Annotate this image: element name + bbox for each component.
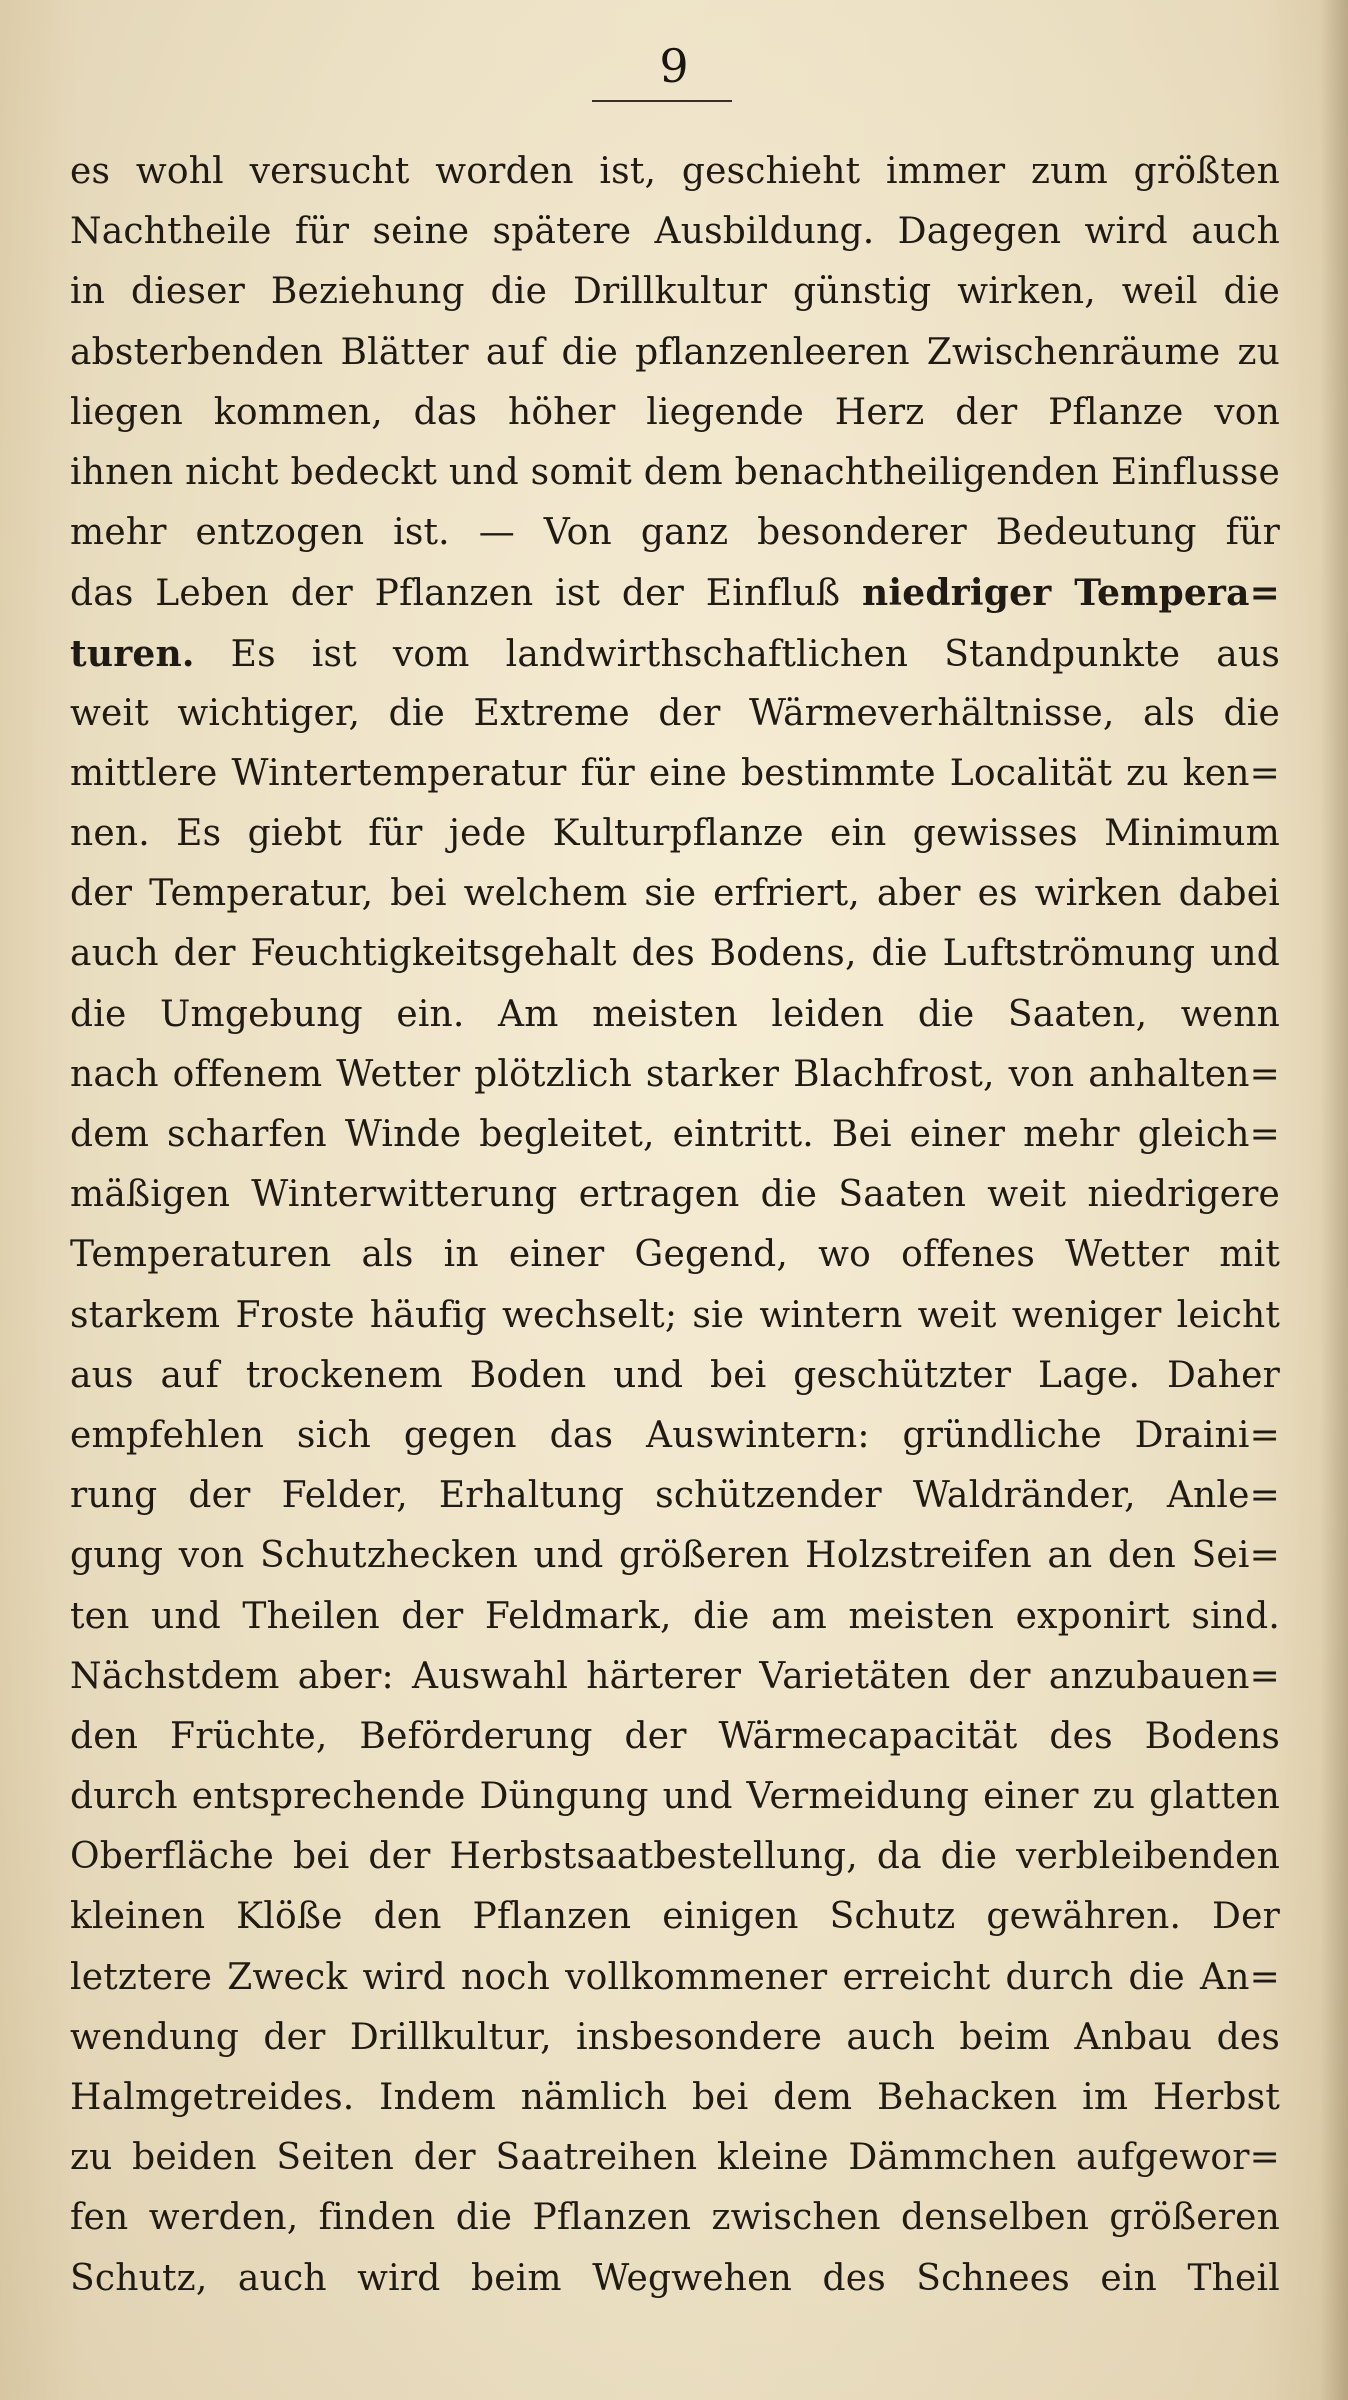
text-line: mäßigen Winterwitterung ertragen die Saaten weit niedrigere bbox=[70, 1174, 1280, 1216]
text-line: es wohl versucht worden ist, geschieht immer zum größten bbox=[70, 151, 1280, 192]
text-line: aus auf trockenem Boden und bei geschützter Lage. Daher bbox=[70, 1354, 1280, 1396]
text-line: Nächstdem aber: Auswahl härterer Varietäten der anzubauen= bbox=[70, 1655, 1280, 1697]
text-segment: Es ist vom landwirthschaftlichen Standpunkte aus bbox=[194, 633, 1280, 675]
text-line: den Früchte, Beförderung der Wärmecapacität des Bodens bbox=[70, 1715, 1280, 1757]
bold-term: turen. bbox=[70, 632, 195, 675]
text-line: empfehlen sich gegen das Auswintern: gründliche Draini= bbox=[70, 1414, 1280, 1456]
text-line-with-emphasis bbox=[70, 563, 1280, 623]
text-line: mehr entzogen ist. — Von ganz besonderer Bedeutung für bbox=[70, 512, 1280, 554]
text-line: wendung der Drillkultur, insbesondere auch beim Anbau des bbox=[70, 2016, 1280, 2058]
text-line: durch entsprechende Düngung und Vermeidung einer zu glatten bbox=[70, 1776, 1280, 1818]
text-line: Temperaturen als in einer Gegend, wo offenes Wetter mit bbox=[70, 1234, 1280, 1276]
text-line: starkem Froste häufig wechselt; sie wintern weit weniger leicht bbox=[70, 1294, 1280, 1336]
text-line: zu beiden Seiten der Saatreihen kleine Dämmchen aufgewor= bbox=[70, 2137, 1280, 2179]
page-edge-shadow bbox=[1320, 0, 1348, 2400]
text-line: ihnen nicht bedeckt und somit dem benachtheiligenden Einflusse bbox=[70, 451, 1280, 493]
text-line: liegen kommen, das höher liegende Herz der Pflanze von bbox=[70, 391, 1280, 433]
text-line: nach offenem Wetter plötzlich starker Blachfrost, von anhalten= bbox=[70, 1053, 1280, 1095]
text-line: in dieser Beziehung die Drillkultur günstig wirken, weil die bbox=[70, 271, 1280, 313]
text-line: der Temperatur, bei welchem sie erfriert, aber es wirken dabei bbox=[70, 873, 1280, 915]
text-line: mittlere Wintertemperatur für eine bestimmte Localität zu ken= bbox=[70, 752, 1280, 794]
text-line: rung der Felder, Erhaltung schützender Waldränder, Anle= bbox=[70, 1475, 1280, 1517]
text-segment: das Leben der Pflanzen ist der Einfluß bbox=[70, 573, 841, 615]
text-line: Oberfläche bei der Herbstsaatbestellung, da die verbleibenden bbox=[70, 1836, 1280, 1878]
text-line: auch der Feuchtigkeitsgehalt des Bodens, die Luftströmung und bbox=[70, 933, 1280, 975]
text-line: weit wichtiger, die Extreme der Wärmeverhältnisse, als die bbox=[70, 692, 1280, 734]
text-line: kleinen Klöße den Pflanzen einigen Schutz gewähren. Der bbox=[70, 1896, 1280, 1938]
text-line: Nachtheile für seine spätere Ausbildung. Dagegen wird auch bbox=[70, 211, 1280, 253]
page-number: 9 bbox=[659, 39, 689, 93]
text-line: fen werden, finden die Pflanzen zwischen denselben größeren bbox=[70, 2197, 1280, 2239]
bold-term: niedriger Tempera= bbox=[861, 572, 1280, 615]
header-rule bbox=[592, 100, 732, 102]
text-line: dem scharfen Winde begleitet, eintritt. Bei einer mehr gleich= bbox=[70, 1114, 1280, 1155]
body-text bbox=[70, 142, 1280, 2309]
text-line: absterbenden Blätter auf die pflanzenleeren Zwischenräume zu bbox=[70, 331, 1280, 373]
text-line: letztere Zweck wird noch vollkommener erreicht durch die An= bbox=[70, 1956, 1280, 1998]
text-line: Schutz, auch wird beim Wegwehen des Schnees ein Theil bbox=[70, 2257, 1280, 2299]
text-line: gung von Schutzhecken und größeren Holzstreifen an den Sei= bbox=[70, 1535, 1280, 1577]
text-line: Halmgetreides. Indem nämlich bei dem Behacken im Herbst bbox=[70, 2077, 1280, 2118]
text-line: nen. Es giebt für jede Kulturpflanze ein gewisses Minimum bbox=[70, 813, 1280, 855]
text-line: die Umgebung ein. Am meisten leiden die Saaten, wenn bbox=[70, 993, 1280, 1035]
text-line: ten und Theilen der Feldmark, die am meisten exponirt sind. bbox=[70, 1595, 1280, 1637]
text-line-with-emphasis bbox=[70, 624, 1280, 684]
